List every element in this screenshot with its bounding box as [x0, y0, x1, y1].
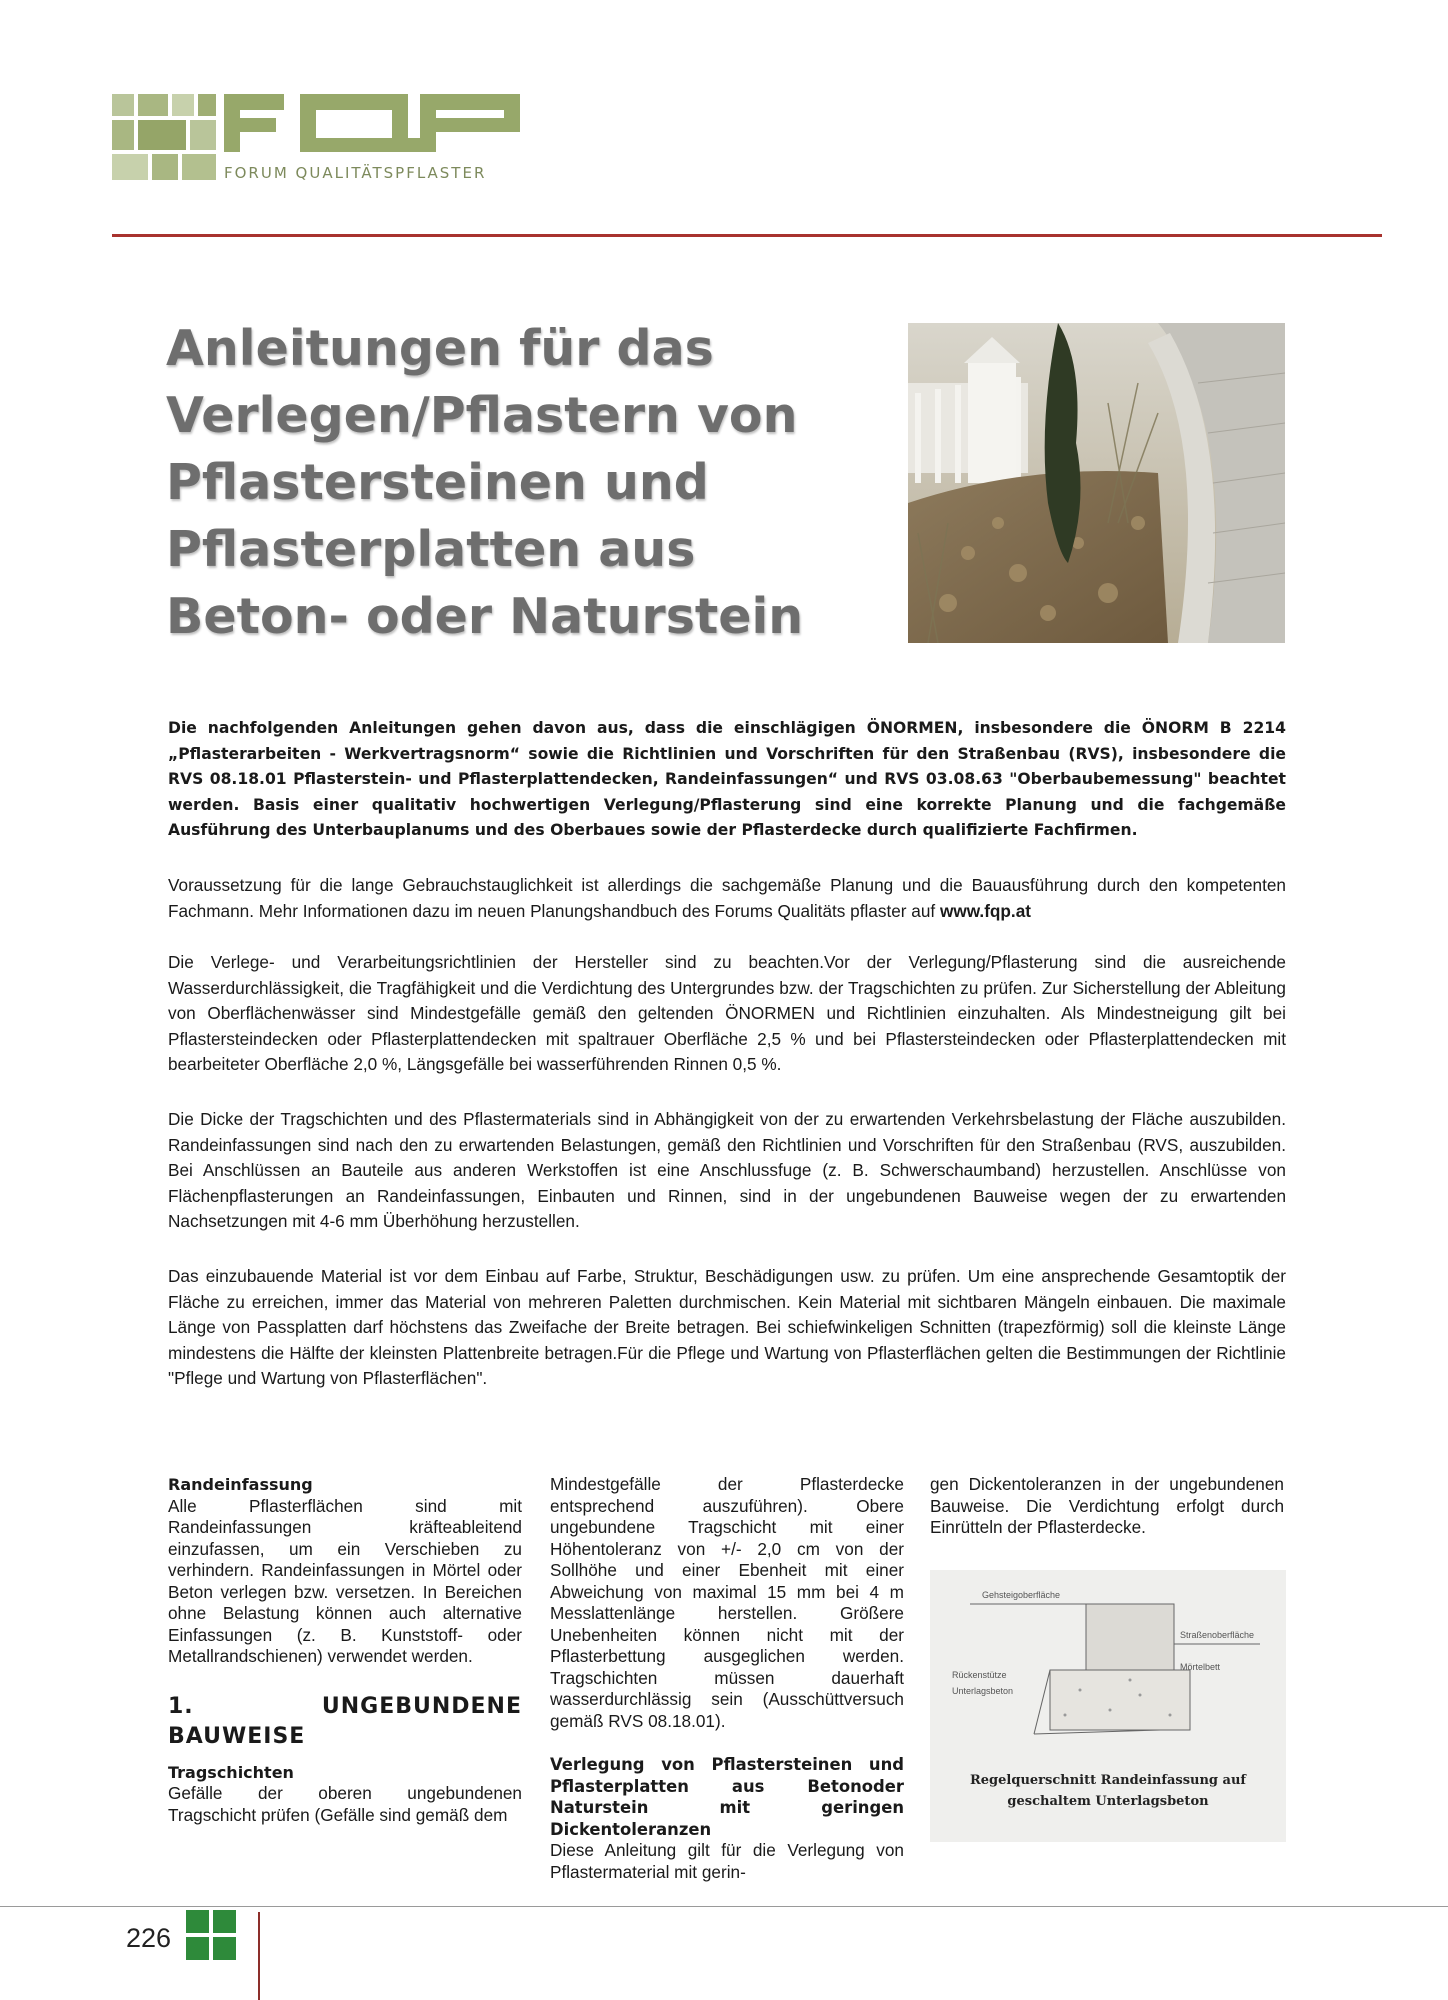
- caption-line: geschaltem Unterlagsbeton: [1007, 1794, 1209, 1809]
- figure-caption: [930, 1770, 1286, 1812]
- paragraph-layers: Die Dicke der Tragschichten und des Pflastermaterials sind in Abhängigkeit von der zu erwartenden Verkehrsbelastung der Fläche auszubilden. Randeinfassungen sind nach den zu erwartenden Belastungen, gemäß den Richtlinien und Vorschriften für den Straßenbau (RVS, auszubilden. Bei Anschlüssen an Bauteile aus anderen Werkstoffen ist eine Anschlussfuge (z. B. Schwerschaumband) herzustellen. Anschlüsse von Flächenpflasterungen an Randeinfassungen, Einbauten und Rinnen, sind in der ungebundenen Bauweise wegen der zu erwartenden Nachsetzungen mit 4-6 mm Überhöhung herzustellen.: [168, 1109, 1286, 1232]
- logo-letters: [224, 94, 524, 160]
- text-randeinfassung: Alle Pflasterflächen sind mit Randeinfassungen kräfteableitend einzufassen, um ein Verschieben zu verhindern. Randeinfassungen in Mörtel oder Beton verlegen bzw. versetzen. In Bereichen ohne Belastung können auch alternative Einfassungen (z. B. Kunststoff- oder Metallrandschienen) verwendet werden.: [168, 1495, 522, 1666]
- footer-divider: [258, 1912, 260, 2000]
- website-link[interactable]: www.fqp.at: [939, 900, 1031, 921]
- heading-tragschichten: Tragschichten: [168, 1762, 294, 1782]
- label-strasse: Straßenoberfläche: [1180, 1630, 1255, 1640]
- caption-line: Regelquerschnitt Randeinfassung auf: [969, 1773, 1246, 1788]
- label-ruecken: Rückenstütze: [952, 1670, 1007, 1680]
- column-2: [550, 1474, 904, 1883]
- cross-section-figure: [930, 1570, 1286, 1842]
- cross-section-diagram: [930, 1570, 1286, 1770]
- text-tragschichten: Gefälle der oberen ungebundenen Tragschicht prüfen (Gefälle sind gemäß dem: [168, 1783, 522, 1825]
- title-line: Verlegen/Pflastern von: [166, 387, 798, 444]
- page-grid-icon: [186, 1910, 236, 1960]
- text-verlegung: Diese Anleitung gilt für die Verlegung von Pflastermaterial mit gerin-: [550, 1840, 904, 1882]
- column-1: [168, 1474, 522, 1826]
- fqp-logo: [112, 90, 532, 190]
- hero-photo: [908, 323, 1285, 643]
- title-line: Pflastersteinen und: [166, 454, 709, 511]
- paragraph-guidelines: Die Verlege- und Verarbeitungsrichtlinien der Hersteller sind zu beachten.Vor der Verlegung/Pflasterung sind die ausreichende Wasserdurchlässigkeit, die Tragfähigkeit und die Verdichtung des Untergrundes bzw. der Tragschichten zu prüfen. Zur Sicherstellung der Ableitung von Oberflächenwässer sind Mindestgefälle gemäß den geltenden ÖNORMEN und Richtlinien einzuhalten. Als Mindestneigung gilt bei Pflastersteindecken oder Pflasterplattendecken mit spaltrauer Oberfläche 2,5 % und bei Pflastersteindecken oder Pflasterplattendecken mit bearbeiteter Oberfläche 2,0 %, Längsgefälle bei wasserführenden Rinnen 0,5 %.: [168, 952, 1286, 1075]
- section-heading: 1. UNGEBUNDENE BAUWEISE: [168, 1693, 522, 1749]
- paragraph-planning: [168, 873, 1286, 924]
- header-rule: [112, 234, 1382, 237]
- intro-paragraph: Die nachfolgenden Anleitungen gehen davon aus, dass die einschlägigen ÖNORMEN, insbesondere die ÖNORM B 2214 „Pflasterarbeiten - Werkvertragsnorm“ sowie die Richtlinien und Vorschriften für den Straßenbau (RVS), insbesondere die RVS 08.18.01 Pflasterstein- und Pflasterplattendecken, Randeinfassungen“ und RVS 03.08.63 "Oberbaubemessung" beachtet werden. Basis einer qualitativ hochwertigen Verlegung/Pflasterung sind eine korrekte Planung und die fachgemäße Ausführung des Unterbauplanums und des Oberbaues sowie der Pflasterdecke durch qualifizierte Fachfirmen.: [168, 719, 1286, 840]
- footer-rule: [0, 1906, 1448, 1907]
- heading-randeinfassung: Randeinfassung: [168, 1475, 313, 1494]
- page-title: [166, 315, 846, 650]
- label-moertel: Mörtelbett: [1180, 1662, 1221, 1672]
- title-line: Anleitungen für das: [166, 320, 714, 377]
- title-line: Pflasterplatten aus: [166, 521, 696, 578]
- label-gehsteig: Gehsteigoberfläche: [982, 1590, 1061, 1600]
- logo-subtitle: FORUM QUALITÄTSPFLASTER: [224, 164, 487, 182]
- paragraph-material: Das einzubauende Material ist vor dem Einbau auf Farbe, Struktur, Beschädigungen usw. zu prüfen. Um eine ansprechende Gesamtoptik der Fläche zu erreichen, immer das Material von mehreren Paletten durchmischen. Kein Material mit sichtbaren Mängeln einbauen. Die maximale Länge von Passplatten darf höchstens das Zweifache der Breite betragen. Bei schiefwinkeligen Schnitten (trapezförmig) soll die kleinste Länge mindestens die Hälfte der kleinsten Plattenbreite betragen.Für die Pflege und Wartung von Pflasterflächen gelten die Bestimmungen der Richtlinie "Pflege und Wartung von Pflasterflächen".: [168, 1266, 1286, 1389]
- text-tragschicht-toleranz: Mindestgefälle der Pflasterdecke entsprechend auszuführen). Obere ungebundene Tragschicht mit einer Höhentoleranz von +/- 2,0 cm von der Sollhöhe und einer Ebenheit mit einer Abweichung von maximal 15 mm bei 4 m Messlattenlänge herstellen. Größere Unebenheiten können nicht mit der Pflasterbettung ausgeglichen werden. Tragschichten müssen dauerhaft wasserdurchlässig sein (Ausschüttversuch gemäß RVS 08.18.01).: [550, 1474, 904, 1731]
- logo-mosaic-icon: [112, 94, 224, 194]
- text-dickentoleranzen: gen Dickentoleranzen in der ungebundenen Bauweise. Die Verdichtung erfolgt durch Einrütteln der Pflasterdecke.: [930, 1474, 1284, 1537]
- column-3: [930, 1474, 1284, 1539]
- label-unterlag: Unterlagsbeton: [952, 1686, 1014, 1696]
- paragraph-planning-text: Voraussetzung für die lange Gebrauchstauglichkeit ist allerdings die sachgemäße Planung und die Bauausführung durch den kompetenten Fachmann. Mehr Informationen dazu im neuen Planungshandbuch des Forums Qualitäts pflaster auf: [168, 875, 1286, 921]
- page-number: 226: [126, 1923, 172, 1953]
- heading-verlegung: Verlegung von Pflastersteinen und Pflasterplatten aus Betonoder Naturstein mit geringen Dickentoleranzen: [550, 1755, 904, 1839]
- title-line: Beton- oder Naturstein: [166, 588, 804, 645]
